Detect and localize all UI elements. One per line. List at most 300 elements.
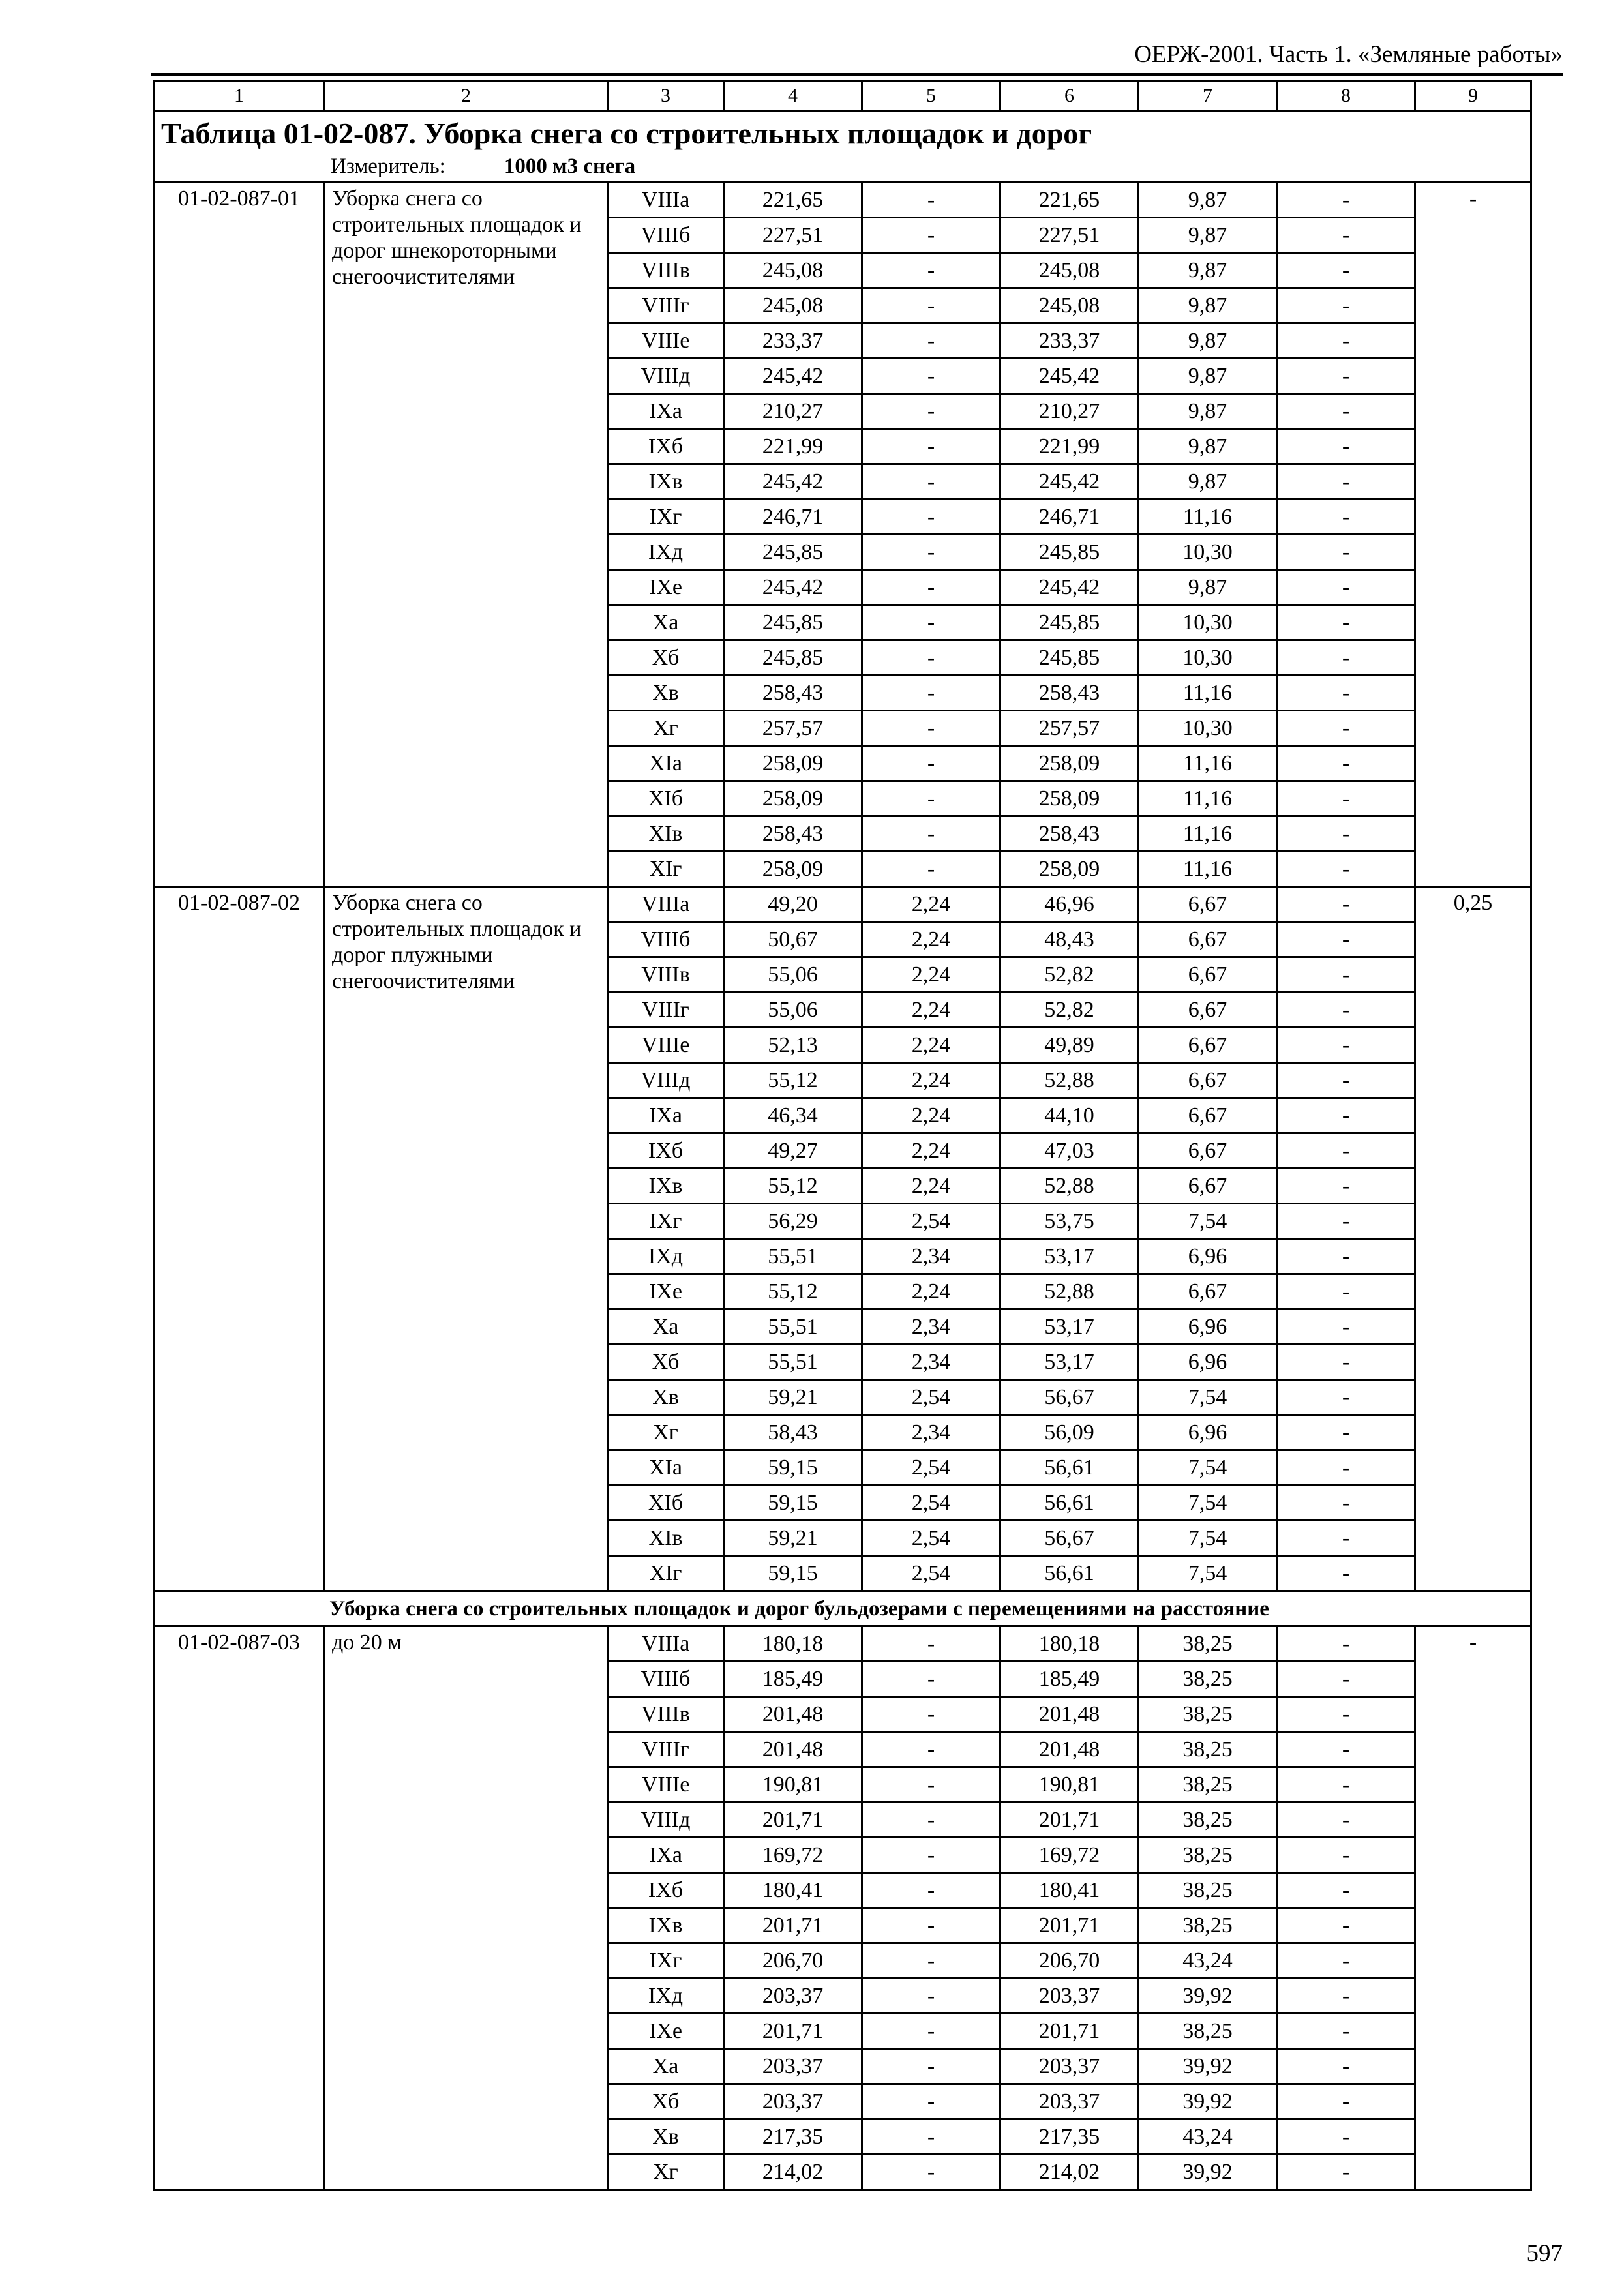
table-cell: 217,35 <box>1000 2119 1139 2155</box>
table-cell: - <box>1277 2155 1415 2190</box>
table-cell: - <box>1277 1274 1415 1309</box>
table-cell: 55,51 <box>724 1309 862 1345</box>
column-number-row <box>154 81 1531 112</box>
table-title-cell <box>154 112 1531 183</box>
table-cell: 6,67 <box>1139 1028 1277 1063</box>
table-cell: 233,37 <box>1000 323 1139 359</box>
table-cell: 210,27 <box>1000 394 1139 429</box>
table-cell: XIв <box>608 1521 724 1556</box>
rate-description: до 20 м <box>325 1626 608 2190</box>
table-cell: VIIIг <box>608 993 724 1028</box>
table-cell: Xг <box>608 711 724 746</box>
table-cell: 55,06 <box>724 993 862 1028</box>
table-cell: 203,37 <box>1000 2049 1139 2084</box>
table-cell: - <box>862 2119 1000 2155</box>
table-cell: - <box>1277 922 1415 957</box>
table-cell: 48,43 <box>1000 922 1139 957</box>
table-cell: - <box>1277 1028 1415 1063</box>
table-cell: - <box>1277 500 1415 535</box>
table-cell: 52,88 <box>1000 1274 1139 1309</box>
table-cell: - <box>862 2014 1000 2049</box>
rates-table <box>153 80 1532 2191</box>
table-cell: 49,20 <box>724 887 862 922</box>
table-cell: 52,82 <box>1000 957 1139 993</box>
table-cell: 7,54 <box>1139 1521 1277 1556</box>
table-cell: 245,85 <box>1000 535 1139 570</box>
table-cell: IXе <box>608 1274 724 1309</box>
table-cell: 2,24 <box>862 1063 1000 1098</box>
table-cell: 245,85 <box>724 640 862 676</box>
table-cell: 233,37 <box>724 323 862 359</box>
table-cell: - <box>1277 183 1415 218</box>
table-cell: 6,67 <box>1139 1274 1277 1309</box>
table-cell: 38,25 <box>1139 1838 1277 1873</box>
table-cell: 245,42 <box>724 570 862 605</box>
table-cell: 55,12 <box>724 1274 862 1309</box>
table-cell: VIIIа <box>608 887 724 922</box>
table-cell: 180,18 <box>724 1626 862 1662</box>
table-cell: 257,57 <box>1000 711 1139 746</box>
table-cell: - <box>1277 1415 1415 1450</box>
table-cell: 49,89 <box>1000 1028 1139 1063</box>
table-cell: 258,43 <box>1000 676 1139 711</box>
rate-code: 01-02-087-02 <box>154 887 325 1591</box>
table-cell: 201,71 <box>1000 1803 1139 1838</box>
table-cell: 201,71 <box>1000 2014 1139 2049</box>
table-cell: VIIIг <box>608 1732 724 1767</box>
table-cell: 227,51 <box>724 218 862 253</box>
table-cell: - <box>1277 887 1415 922</box>
table-cell: - <box>862 2155 1000 2190</box>
table-cell: 201,48 <box>1000 1732 1139 1767</box>
table-cell: - <box>1277 993 1415 1028</box>
table-cell: 38,25 <box>1139 1908 1277 1943</box>
table-cell: 6,67 <box>1139 1169 1277 1204</box>
table-cell: 10,30 <box>1139 605 1277 640</box>
table-cell: Xв <box>608 1380 724 1415</box>
table-cell: 203,37 <box>724 2084 862 2119</box>
table-cell: 2,24 <box>862 993 1000 1028</box>
table-cell: 2,54 <box>862 1450 1000 1486</box>
table-cell: - <box>862 816 1000 852</box>
table-cell: 6,67 <box>1139 887 1277 922</box>
table-cell: 221,99 <box>1000 429 1139 464</box>
table-row <box>154 1626 1531 1662</box>
table-cell: IXв <box>608 464 724 500</box>
table-cell: - <box>1277 1873 1415 1908</box>
table-cell: - <box>1277 1732 1415 1767</box>
table-cell: 258,09 <box>724 781 862 816</box>
table-cell: 50,67 <box>724 922 862 957</box>
table-cell: 9,87 <box>1139 570 1277 605</box>
table-cell: 59,21 <box>724 1521 862 1556</box>
table-cell: 2,54 <box>862 1486 1000 1521</box>
table-cell: - <box>1277 640 1415 676</box>
table-cell: - <box>1277 359 1415 394</box>
table-cell: 190,81 <box>724 1767 862 1803</box>
table-cell: - <box>1277 288 1415 323</box>
table-cell: XIг <box>608 1556 724 1591</box>
table-cell: 258,09 <box>724 852 862 887</box>
table-cell: Xв <box>608 676 724 711</box>
table-cell: 52,82 <box>1000 993 1139 1028</box>
table-cell: 11,16 <box>1139 816 1277 852</box>
table-cell: 201,48 <box>724 1697 862 1732</box>
table-cell: 201,48 <box>1000 1697 1139 1732</box>
table-cell: 258,09 <box>724 746 862 781</box>
table-cell: - <box>862 1697 1000 1732</box>
table-cell: 38,25 <box>1139 1697 1277 1732</box>
table-cell: 210,27 <box>724 394 862 429</box>
table-cell: 9,87 <box>1139 429 1277 464</box>
table-cell: - <box>1277 816 1415 852</box>
table-cell: - <box>862 464 1000 500</box>
table-cell: 246,71 <box>1000 500 1139 535</box>
table-cell: 7,54 <box>1139 1204 1277 1239</box>
table-cell: 10,30 <box>1139 711 1277 746</box>
table-cell: - <box>1277 1133 1415 1169</box>
table-cell: 55,12 <box>724 1169 862 1204</box>
table-cell: - <box>1277 2119 1415 2155</box>
table-cell: 58,43 <box>724 1415 862 1450</box>
table-cell: 245,08 <box>1000 288 1139 323</box>
table-cell: 2,34 <box>862 1309 1000 1345</box>
table-cell: 2,24 <box>862 1274 1000 1309</box>
table-cell: 47,03 <box>1000 1133 1139 1169</box>
table-cell: VIIIд <box>608 1803 724 1838</box>
table-cell: - <box>862 1732 1000 1767</box>
table-cell: XIв <box>608 816 724 852</box>
table-cell: 11,16 <box>1139 746 1277 781</box>
header-rule <box>151 73 1563 76</box>
table-cell: VIIIа <box>608 183 724 218</box>
table-cell: 2,54 <box>862 1380 1000 1415</box>
table-cell: - <box>862 183 1000 218</box>
table-cell: 46,34 <box>724 1098 862 1133</box>
table-cell: 2,54 <box>862 1521 1000 1556</box>
table-cell: - <box>1277 218 1415 253</box>
table-cell: - <box>1277 676 1415 711</box>
table-cell: - <box>1277 1697 1415 1732</box>
table-cell: - <box>1277 781 1415 816</box>
table-cell: 55,51 <box>724 1345 862 1380</box>
table-cell: - <box>862 288 1000 323</box>
table-cell: 245,42 <box>1000 464 1139 500</box>
table-cell: 53,17 <box>1000 1345 1139 1380</box>
table-cell: - <box>1277 1486 1415 1521</box>
table-cell: VIIIб <box>608 922 724 957</box>
table-cell: IXг <box>608 1204 724 1239</box>
table-cell: - <box>862 676 1000 711</box>
table-cell: 38,25 <box>1139 1662 1277 1697</box>
table-cell: - <box>862 605 1000 640</box>
table-cell: - <box>862 746 1000 781</box>
column-number: 3 <box>608 81 724 112</box>
table-cell: VIIIе <box>608 323 724 359</box>
table-cell: 56,67 <box>1000 1380 1139 1415</box>
table-cell: - <box>862 1979 1000 2014</box>
table-cell: - <box>862 535 1000 570</box>
table-cell: 11,16 <box>1139 781 1277 816</box>
table-cell: - <box>1277 1380 1415 1415</box>
table-cell: 180,41 <box>724 1873 862 1908</box>
table-cell: - <box>862 394 1000 429</box>
table-cell: - <box>862 852 1000 887</box>
table-cell: 9,87 <box>1139 464 1277 500</box>
table-cell: 6,96 <box>1139 1415 1277 1450</box>
table-cell: 201,48 <box>724 1732 862 1767</box>
table-cell: 9,87 <box>1139 253 1277 288</box>
table-cell: 53,17 <box>1000 1239 1139 1274</box>
table-cell: 245,85 <box>1000 640 1139 676</box>
table-cell: 6,96 <box>1139 1345 1277 1380</box>
table-cell: IXб <box>608 429 724 464</box>
table-cell: IXб <box>608 1133 724 1169</box>
table-cell: 56,61 <box>1000 1450 1139 1486</box>
table-cell: 52,13 <box>724 1028 862 1063</box>
table-cell: 214,02 <box>724 2155 862 2190</box>
table-cell: IXв <box>608 1169 724 1204</box>
table-cell: 9,87 <box>1139 394 1277 429</box>
table-cell: IXв <box>608 1908 724 1943</box>
table-cell: 6,67 <box>1139 993 1277 1028</box>
table-cell: IXа <box>608 1098 724 1133</box>
table-cell: 55,12 <box>724 1063 862 1098</box>
table-cell: - <box>862 1626 1000 1662</box>
table-cell: - <box>1277 1767 1415 1803</box>
table-cell: 52,88 <box>1000 1063 1139 1098</box>
table-cell: - <box>862 2084 1000 2119</box>
table-cell: 245,42 <box>1000 359 1139 394</box>
table-cell: 6,67 <box>1139 1063 1277 1098</box>
table-cell: - <box>862 1838 1000 1873</box>
table-cell: - <box>862 1662 1000 1697</box>
table-cell: 245,85 <box>724 605 862 640</box>
table-cell: VIIIв <box>608 253 724 288</box>
table-cell: 2,24 <box>862 1133 1000 1169</box>
table-cell: 245,42 <box>724 359 862 394</box>
table-cell: 53,17 <box>1000 1309 1139 1345</box>
table-cell: 56,61 <box>1000 1486 1139 1521</box>
table-cell: 221,65 <box>1000 183 1139 218</box>
running-header: ОЕРЖ-2001. Часть 1. «Земляные работы» <box>1134 41 1563 68</box>
rate-code: 01-02-087-01 <box>154 183 325 887</box>
table-cell: 258,43 <box>724 676 862 711</box>
column-9-value: - <box>1415 1626 1531 2190</box>
table-cell: - <box>1277 394 1415 429</box>
table-cell: - <box>1277 1908 1415 1943</box>
table-cell: - <box>1277 2049 1415 2084</box>
table-cell: - <box>1277 1838 1415 1873</box>
table-cell: Xг <box>608 2155 724 2190</box>
table-cell: XIб <box>608 1486 724 1521</box>
table-cell: 59,15 <box>724 1486 862 1521</box>
table-cell: - <box>1277 429 1415 464</box>
table-cell: Xг <box>608 1415 724 1450</box>
table-cell: 9,87 <box>1139 323 1277 359</box>
table-cell: 10,30 <box>1139 640 1277 676</box>
table-cell: 201,71 <box>724 2014 862 2049</box>
rate-description: Уборка снега со строительных площадок и дорог плужными снегоочистителями <box>325 887 608 1591</box>
table-cell: 245,42 <box>724 464 862 500</box>
table-cell: 7,54 <box>1139 1486 1277 1521</box>
table-cell: 203,37 <box>724 2049 862 2084</box>
table-cell: - <box>1277 1063 1415 1098</box>
table-cell: 6,96 <box>1139 1309 1277 1345</box>
table-cell: - <box>1277 746 1415 781</box>
measure-line <box>161 155 1530 179</box>
table-cell: XIг <box>608 852 724 887</box>
table-cell: VIIIе <box>608 1767 724 1803</box>
measure-value: 1000 м3 снега <box>504 155 636 178</box>
table-cell: - <box>862 1908 1000 1943</box>
table-cell: 6,67 <box>1139 1133 1277 1169</box>
table-cell: 59,21 <box>724 1380 862 1415</box>
table-cell: 203,37 <box>1000 1979 1139 2014</box>
table-cell: 180,18 <box>1000 1626 1139 1662</box>
table-cell: 2,24 <box>862 1098 1000 1133</box>
table-cell: 38,25 <box>1139 1873 1277 1908</box>
table-cell: - <box>1277 1521 1415 1556</box>
table-cell: 245,08 <box>1000 253 1139 288</box>
table-cell: - <box>862 711 1000 746</box>
table-cell: 6,67 <box>1139 1098 1277 1133</box>
table-cell: 169,72 <box>1000 1838 1139 1873</box>
table-cell: 39,92 <box>1139 2084 1277 2119</box>
table-cell: 11,16 <box>1139 852 1277 887</box>
table-cell: IXб <box>608 1873 724 1908</box>
table-cell: 44,10 <box>1000 1098 1139 1133</box>
table-cell: - <box>1277 2084 1415 2119</box>
table-title: Таблица 01-02-087. Уборка снега со строительных площадок и дорог <box>161 117 1092 150</box>
table-cell: 227,51 <box>1000 218 1139 253</box>
table-cell: IXг <box>608 500 724 535</box>
table-cell: 2,24 <box>862 957 1000 993</box>
table-cell: 55,51 <box>724 1239 862 1274</box>
table-cell: - <box>1277 2014 1415 2049</box>
table-cell: 7,54 <box>1139 1450 1277 1486</box>
table-cell: VIIIв <box>608 1697 724 1732</box>
column-number: 4 <box>724 81 862 112</box>
table-cell: XIа <box>608 746 724 781</box>
table-cell: 56,09 <box>1000 1415 1139 1450</box>
table-cell: 59,15 <box>724 1556 862 1591</box>
table-cell: 258,09 <box>1000 781 1139 816</box>
table-cell: XIа <box>608 1450 724 1486</box>
table-cell: 258,09 <box>1000 746 1139 781</box>
table-cell: 10,30 <box>1139 535 1277 570</box>
table-cell: VIIIг <box>608 288 724 323</box>
table-cell: - <box>1277 570 1415 605</box>
table-cell: 38,25 <box>1139 1767 1277 1803</box>
table-cell: 203,37 <box>1000 2084 1139 2119</box>
table-cell: 221,65 <box>724 183 862 218</box>
table-cell: - <box>862 1767 1000 1803</box>
table-cell: 245,42 <box>1000 570 1139 605</box>
table-cell: 6,67 <box>1139 922 1277 957</box>
table-cell: 39,92 <box>1139 1979 1277 2014</box>
table-cell: Xб <box>608 2084 724 2119</box>
table-cell: 245,85 <box>724 535 862 570</box>
table-cell: - <box>862 253 1000 288</box>
table-cell: - <box>862 359 1000 394</box>
table-cell: 7,54 <box>1139 1556 1277 1591</box>
table-cell: Xа <box>608 1309 724 1345</box>
table-cell: Xб <box>608 1345 724 1380</box>
table-cell: 217,35 <box>724 2119 862 2155</box>
table-cell: 9,87 <box>1139 218 1277 253</box>
column-number: 1 <box>154 81 325 112</box>
table-cell: 201,71 <box>1000 1908 1139 1943</box>
table-cell: - <box>862 640 1000 676</box>
table-cell: 206,70 <box>724 1943 862 1979</box>
table-cell: 38,25 <box>1139 1732 1277 1767</box>
table-cell: - <box>862 2049 1000 2084</box>
table-cell: - <box>862 500 1000 535</box>
table-cell: - <box>862 323 1000 359</box>
table-cell: 56,61 <box>1000 1556 1139 1591</box>
table-cell: - <box>862 218 1000 253</box>
table-cell: 169,72 <box>724 1838 862 1873</box>
table-cell: - <box>1277 1239 1415 1274</box>
table-cell: 2,24 <box>862 922 1000 957</box>
table-cell: 201,71 <box>724 1908 862 1943</box>
subheading: Уборка снега со строительных площадок и дорог бульдозерами с перемещениями на расстояние <box>154 1591 1531 1626</box>
table-cell: 9,87 <box>1139 359 1277 394</box>
table-cell: 6,67 <box>1139 957 1277 993</box>
table-cell: - <box>1277 1345 1415 1380</box>
table-cell: XIб <box>608 781 724 816</box>
table-cell: 59,15 <box>724 1450 862 1486</box>
table-cell: 55,06 <box>724 957 862 993</box>
table-cell: 6,96 <box>1139 1239 1277 1274</box>
table-cell: - <box>1277 1943 1415 1979</box>
table-cell: 53,75 <box>1000 1204 1139 1239</box>
column-number: 5 <box>862 81 1000 112</box>
table-cell: - <box>1277 535 1415 570</box>
table-cell: Xб <box>608 640 724 676</box>
table-cell: IXг <box>608 1943 724 1979</box>
table-cell: VIIIа <box>608 1626 724 1662</box>
table-cell: - <box>1277 464 1415 500</box>
table-cell: Xа <box>608 2049 724 2084</box>
table-cell: - <box>862 1873 1000 1908</box>
table-cell: 2,34 <box>862 1345 1000 1380</box>
column-number: 8 <box>1277 81 1415 112</box>
table-cell: 11,16 <box>1139 676 1277 711</box>
table-cell: 56,67 <box>1000 1521 1139 1556</box>
table-cell: 56,29 <box>724 1204 862 1239</box>
column-number: 6 <box>1000 81 1139 112</box>
table-cell: 258,43 <box>724 816 862 852</box>
column-9-value: 0,25 <box>1415 887 1531 1591</box>
table-cell: IXе <box>608 2014 724 2049</box>
table-cell: 246,71 <box>724 500 862 535</box>
table-row <box>154 887 1531 922</box>
table-cell: 214,02 <box>1000 2155 1139 2190</box>
table-cell: 190,81 <box>1000 1767 1139 1803</box>
measure-label: Измеритель: <box>331 155 445 178</box>
rate-code: 01-02-087-03 <box>154 1626 325 2190</box>
page-number: 597 <box>1526 2240 1563 2267</box>
table-cell: 245,08 <box>724 288 862 323</box>
table-cell: - <box>862 781 1000 816</box>
table-cell: Xа <box>608 605 724 640</box>
table-cell: 9,87 <box>1139 288 1277 323</box>
table-cell: 38,25 <box>1139 1626 1277 1662</box>
column-number: 2 <box>325 81 608 112</box>
table-cell: - <box>1277 1626 1415 1662</box>
